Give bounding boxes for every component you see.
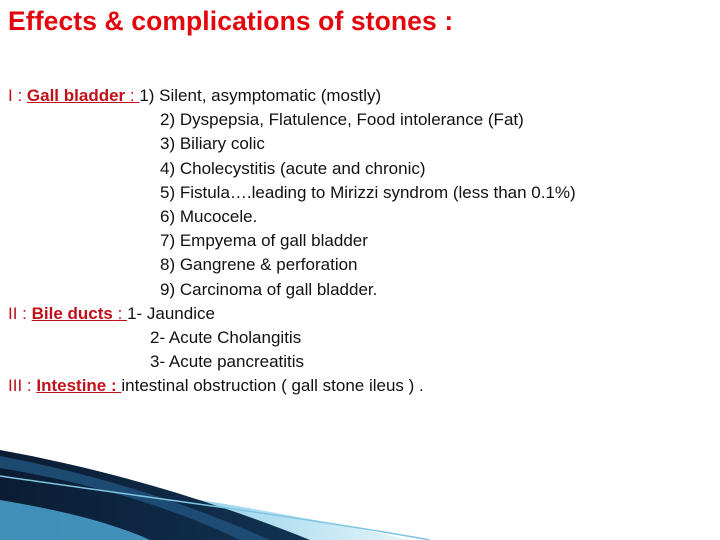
- slide-content: [8, 84, 576, 398]
- section-heading: Bile ducts: [31, 303, 113, 323]
- list-item: 2) Dyspepsia, Flatulence, Food intolerance (Fat): [160, 110, 524, 130]
- wave-accent-line: [0, 476, 430, 540]
- wave-highlight: [0, 456, 270, 540]
- section-gall-bladder: [8, 84, 576, 108]
- section-numeral: I :: [8, 86, 23, 105]
- section-heading: Gall bladder: [26, 86, 126, 105]
- list-item: 4) Cholecystitis (acute and chronic): [160, 158, 426, 178]
- section-intestine: [8, 374, 576, 398]
- list-item: 3) Biliary colic: [160, 134, 265, 154]
- section-bile-ducts: [8, 302, 576, 326]
- list-item: 9) Carcinoma of gall bladder.: [160, 279, 378, 299]
- wave-dark-band: [0, 450, 310, 540]
- section-numeral: II :: [8, 303, 27, 323]
- heading-separator: :: [125, 86, 140, 105]
- list-item: 1- Jaundice: [127, 303, 215, 323]
- list-item: 5) Fistula….leading to Mirizzi syndrom (less than 0.1%): [160, 182, 576, 202]
- list-item: intestinal obstruction ( gall stone ileus ) .: [121, 376, 424, 396]
- list-item: 3- Acute pancreatitis: [150, 352, 305, 372]
- section-numeral: III :: [8, 376, 32, 396]
- slide-title: Effects & complications of stones :: [8, 6, 454, 36]
- section-heading: Intestine :: [36, 376, 117, 396]
- wave-light-band: [0, 470, 410, 540]
- list-item: 8) Gangrene & perforation: [160, 255, 358, 275]
- list-item: 6) Mucocele.: [160, 206, 258, 226]
- list-item: 2- Acute Cholangitis: [150, 327, 302, 347]
- list-item: 7) Empyema of gall bladder: [160, 231, 368, 251]
- wave-bottom-strip: [0, 500, 150, 540]
- list-item: 1) Silent, asymptomatic (mostly): [139, 86, 382, 105]
- heading-separator: :: [112, 303, 128, 323]
